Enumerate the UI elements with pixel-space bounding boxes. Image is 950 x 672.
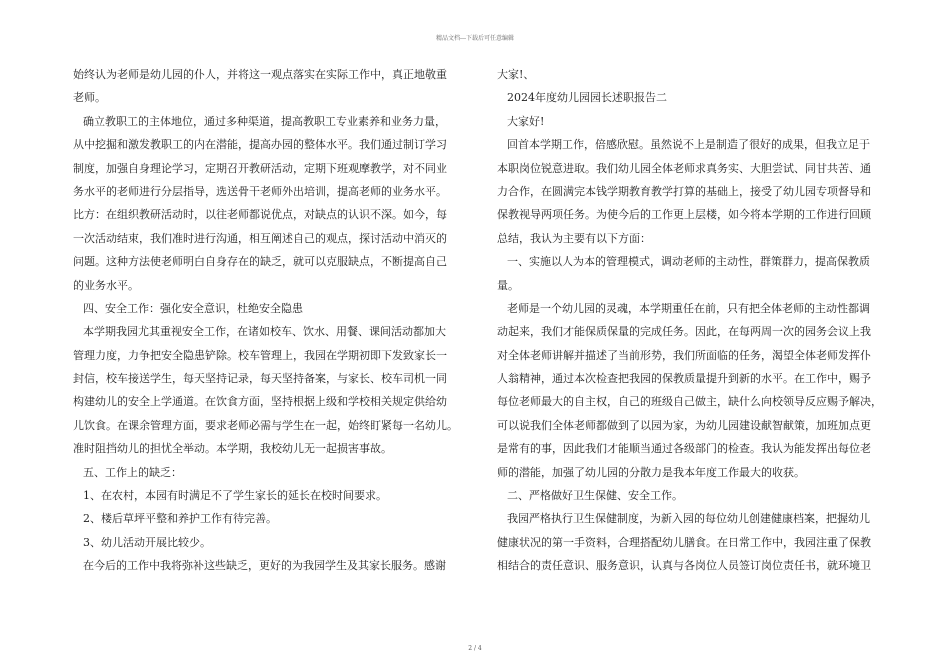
text-line: 可以说我们全体老师都做到了以园为家，为幼儿园建设献智献策，加班加点更 xyxy=(497,418,871,432)
right-text-column xyxy=(497,63,882,578)
text-line: 儿饮食。在课余管理方面，要求老师必需与学生在一起，始终盯紧每一名幼儿。 xyxy=(73,418,458,432)
text-line: 动起来，我们才能保质保量的完成任务。因此，在每两周一次的园务会议上我 xyxy=(497,325,871,339)
page-header: 精品文档---下载后可任意编辑 xyxy=(435,35,515,42)
text-line: 总结，我认为主要有以下方面： xyxy=(497,231,651,245)
text-line: 3、幼儿活动开展比较少。 xyxy=(83,535,211,549)
text-line: 构建幼儿的安全上学通道。在饮食方面，坚持根据上级和学校相关规定供给幼 xyxy=(73,395,447,409)
left-text-column xyxy=(73,63,458,578)
text-line: 相结合的责任意识、服务意识，认真与各岗位人员签订岗位责任书，就环境卫 xyxy=(497,559,871,573)
text-line: 健康状况的第一手资料，合理搭配幼儿膳食。在日常工作中，我园注重了保教 xyxy=(497,535,871,549)
text-line: 力合作，在圆满完本钱学期教育教学打算的基础上，接受了幼儿园专项督导和 xyxy=(497,184,871,198)
text-line: 管理力度，力争把安全隐患铲除。校车管理上，我园在学期初即下发致家长一 xyxy=(73,348,447,362)
text-line: 量。 xyxy=(497,278,519,292)
text-line: 我园严格执行卫生保健制度，为新入园的每位幼儿创建健康档案，把握幼儿 xyxy=(507,512,870,526)
text-line: 务水平的老师进行分层指导，选送骨干老师外出培训，提高老师的业务水平。 xyxy=(73,184,447,198)
page-number: 2 / 4 xyxy=(468,645,482,652)
text-line: 五、工作上的缺乏： xyxy=(83,465,182,479)
text-line: 大家好! xyxy=(507,114,545,128)
text-line: 准时阻挡幼儿的担忧全举动。本学期，我校幼儿无一起损害事故。 xyxy=(73,442,392,456)
text-line: 2024年度幼儿园园长述职报告二 xyxy=(507,91,667,105)
text-line: 制度，加强自身理论学习，定期召开教研活动，定期下班观摩教学，对不同业 xyxy=(73,161,447,175)
text-line: 四、安全工作：强化安全意识，杜绝安全隐患 xyxy=(83,301,303,315)
text-line: 的业务水平。 xyxy=(73,278,139,292)
text-line: 从中挖掘和激发教职工的内在潜能，提高办园的整体水平。我们通过制订学习 xyxy=(73,138,447,152)
text-line: 1、在农村，本园有时满足不了学生家长的延长在校时间要求。 xyxy=(83,489,387,503)
text-line: 老师是一个幼儿园的灵魂，本学期重任在前，只有把全体老师的主动性都调 xyxy=(507,301,870,315)
text-line: 每位老师最大的自主权，自己的班级自己做主，缺什么向校领导反应赐予解决， xyxy=(497,395,882,409)
text-line: 人翁精神，通过本次检查把我园的保教质量提升到新的水平。在工作中，赐予 xyxy=(497,372,871,386)
text-line: 2、楼后草坪平整和养护工作有待完善。 xyxy=(83,512,277,526)
text-line: 在今后的工作中我将弥补这些缺乏，更好的为我园学生及其家长服务。感谢 xyxy=(83,559,446,573)
text-line: 本学期我园尤其重视安全工作，在诸如校车、饮水、用餐、课间活动都加大 xyxy=(83,325,446,339)
text-line: 老师。 xyxy=(73,91,106,105)
text-line: 问题。这种方法使老师明白自身存在的缺乏，就可以克服缺点，不断提高自己 xyxy=(73,255,447,269)
text-line: 本职岗位锐意进取。我们幼儿园全体老师求真务实、大胆尝试、同甘共苦、通 xyxy=(497,161,871,175)
text-line: 师的潜能，加强了幼儿园的分散力是我本年度工作最大的收获。 xyxy=(497,465,805,479)
text-line: 一次活动结束，我们准时进行沟通，相互阐述自己的观点，探讨活动中消灭的 xyxy=(73,231,447,245)
text-line: 一、实施以人为本的管理模式，调动老师的主动性，群策群力，提高保教质 xyxy=(507,255,870,269)
text-line: 确立教职工的主体地位，通过多种渠道，提高教职工专业素养和业务力量， xyxy=(83,114,446,128)
text-line: 封信，校车接送学生，每天坚持记录，每天坚持备案，与家长、校车司机一同 xyxy=(73,372,447,386)
text-line: 比方：在组织教研活动时，以往老师都说优点，对缺点的认识不深。如今，每 xyxy=(73,208,447,222)
text-line: 回首本学期工作，倍感欣慰。虽然说不上是制造了很好的成果，但我立足于 xyxy=(507,138,870,152)
text-line: 对全体老师讲解并描述了当前形势，我们所面临的任务，渴望全体老师发挥仆 xyxy=(497,348,871,362)
text-line: 二、严格做好卫生保健、安全工作。 xyxy=(507,489,683,503)
text-line: 大家!、 xyxy=(497,68,535,81)
text-line: 是常有的事，因此我们才能顺当通过各级部门的检查。我认为能发挥出每位老 xyxy=(497,442,871,456)
text-line: 保教视导两项任务。为使今后的工作更上层楼，如今将本学期的工作进行回顾 xyxy=(497,208,871,222)
text-line: 始终认为老师是幼儿园的仆人，并将这一观点落实在实际工作中，真正地敬重 xyxy=(73,68,447,81)
